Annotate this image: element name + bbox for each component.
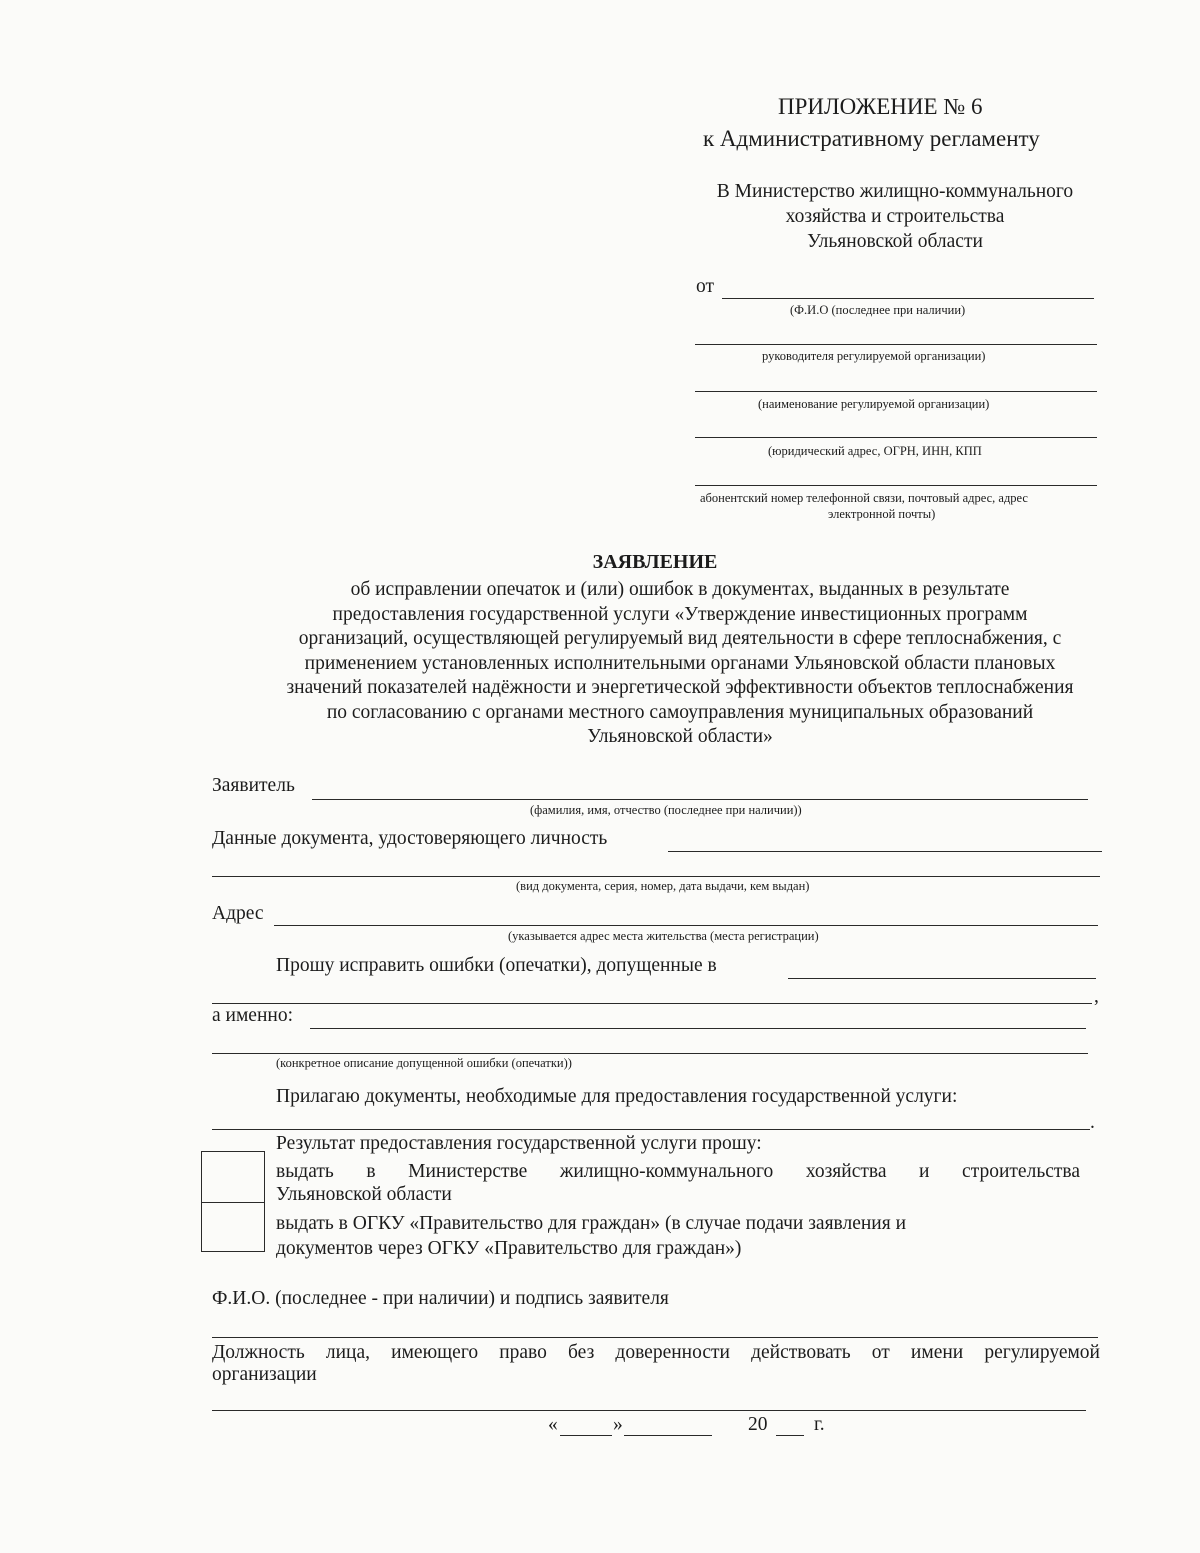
namely-line-1[interactable] — [310, 1028, 1086, 1029]
year-prefix: 20 — [748, 1414, 768, 1435]
request-text: Прошу исправить ошибки (опечатки), допущенные в — [276, 955, 717, 976]
subtitle-line: применением установленных исполнительными органами Ульяновской области плановых — [304, 652, 1056, 674]
year-suffix: г. — [814, 1414, 825, 1435]
applicant-line[interactable] — [312, 799, 1088, 800]
namely-line-2[interactable] — [212, 1053, 1088, 1054]
contact-hint-1: абонентский номер телефонной связи, почтовый адрес, адрес — [700, 491, 1028, 505]
appendix-title: ПРИЛОЖЕНИЕ № 6 — [778, 94, 983, 119]
contact-hint-2: электронной почты) — [828, 507, 936, 521]
signature-label: Ф.И.О. (последнее - при наличии) и подпись заявителя — [212, 1288, 669, 1309]
id-doc-label: Данные документа, удостоверяющего личность — [212, 828, 608, 849]
subtitle-line: об исправлении опечаток и (или) ошибок в документах, выданных в результате — [350, 579, 1010, 600]
position-line-1: Должность лица, имеющего право без доверенности действовать от имени регулируемой — [212, 1342, 1100, 1363]
id-doc-line-1[interactable] — [668, 851, 1102, 852]
address-line[interactable] — [274, 925, 1098, 926]
regulation-reference: к Административному регламенту — [703, 126, 1040, 151]
date-year-line[interactable] — [776, 1435, 804, 1436]
option-2-line-1: выдать в ОГКУ «Правительство для граждан» (в случае подачи заявления и — [276, 1213, 907, 1234]
applicant-hint: (фамилия, имя, отчество (последнее при наличии)) — [530, 803, 802, 817]
subtitle-line: организаций, осуществляющей регулируемый вид деятельности в сфере теплоснабжения, с — [298, 628, 1062, 649]
from-fio-line[interactable] — [722, 298, 1094, 299]
request-line-2[interactable] — [212, 1003, 1092, 1004]
attach-line[interactable] — [212, 1129, 1090, 1130]
subtitle-line: предоставления государственной услуги «Утверждение инвестиционных программ — [332, 603, 1028, 625]
head-line[interactable] — [695, 344, 1097, 345]
contact-line[interactable] — [695, 485, 1097, 486]
subtitle-line: Ульяновской области» — [587, 726, 773, 747]
namely-label: а именно: — [212, 1005, 293, 1026]
option-1-line-1: выдать в Министерстве жилищно-коммунального хозяйства и строительства — [276, 1161, 1080, 1182]
statement-title: ЗАЯВЛЕНИЕ — [592, 551, 718, 573]
legal-hint: (юридический адрес, ОГРН, ИНН, КПП — [768, 444, 982, 458]
address-hint: (указывается адрес места жительства (места регистрации) — [508, 929, 819, 943]
position-line[interactable] — [212, 1410, 1086, 1411]
signature-line[interactable] — [212, 1337, 1098, 1338]
option-2-line-2: документов через ОГКУ «Правительство для граждан») — [276, 1238, 742, 1259]
head-hint: руководителя регулируемой организации) — [762, 349, 986, 363]
addressee-line-2: хозяйства и строительства — [785, 206, 1005, 227]
attach-text: Прилагаю документы, необходимые для предоставления государственной услуги: — [276, 1086, 958, 1107]
org-line[interactable] — [695, 391, 1097, 392]
date-close-quote: » — [613, 1414, 623, 1435]
option-1-text — [276, 1161, 1080, 1183]
option-1-checkbox[interactable] — [201, 1151, 265, 1203]
position-text-1 — [212, 1342, 1100, 1364]
comma-mark: , — [1094, 986, 1099, 1007]
position-line-2: организации — [212, 1364, 317, 1385]
applicant-label: Заявитель — [212, 775, 295, 796]
date-day-line[interactable] — [560, 1435, 612, 1436]
org-hint: (наименование регулируемой организации) — [758, 397, 990, 411]
error-hint: (конкретное описание допущенной ошибки (опечатки)) — [276, 1056, 572, 1070]
option-2-checkbox[interactable] — [201, 1201, 265, 1252]
subtitle-line: по согласованию с органами местного самоуправления муниципальных образований — [326, 701, 1034, 723]
period-mark: . — [1090, 1112, 1095, 1133]
id-doc-hint: (вид документа, серия, номер, дата выдачи, кем выдан) — [516, 879, 810, 893]
legal-line[interactable] — [695, 437, 1097, 438]
addressee-line-3: Ульяновской области — [807, 231, 983, 252]
address-label: Адрес — [212, 903, 264, 924]
date-open-quote: « — [548, 1414, 558, 1435]
id-doc-line-2[interactable] — [212, 876, 1100, 877]
request-line-1[interactable] — [788, 978, 1096, 979]
date-month-line[interactable] — [624, 1435, 712, 1436]
from-label: от — [696, 276, 715, 297]
subtitle-line: значений показателей надёжности и энергетической эффективности объектов теплоснабжения — [286, 677, 1074, 698]
result-label: Результат предоставления государственной услуги прошу: — [276, 1133, 762, 1154]
fio-hint: (Ф.И.О (последнее при наличии) — [790, 303, 966, 317]
option-1-line-2: Ульяновской области — [276, 1184, 452, 1205]
statement-subtitle — [180, 578, 1180, 750]
addressee-line-1: В Министерство жилищно-коммунального — [716, 181, 1074, 202]
